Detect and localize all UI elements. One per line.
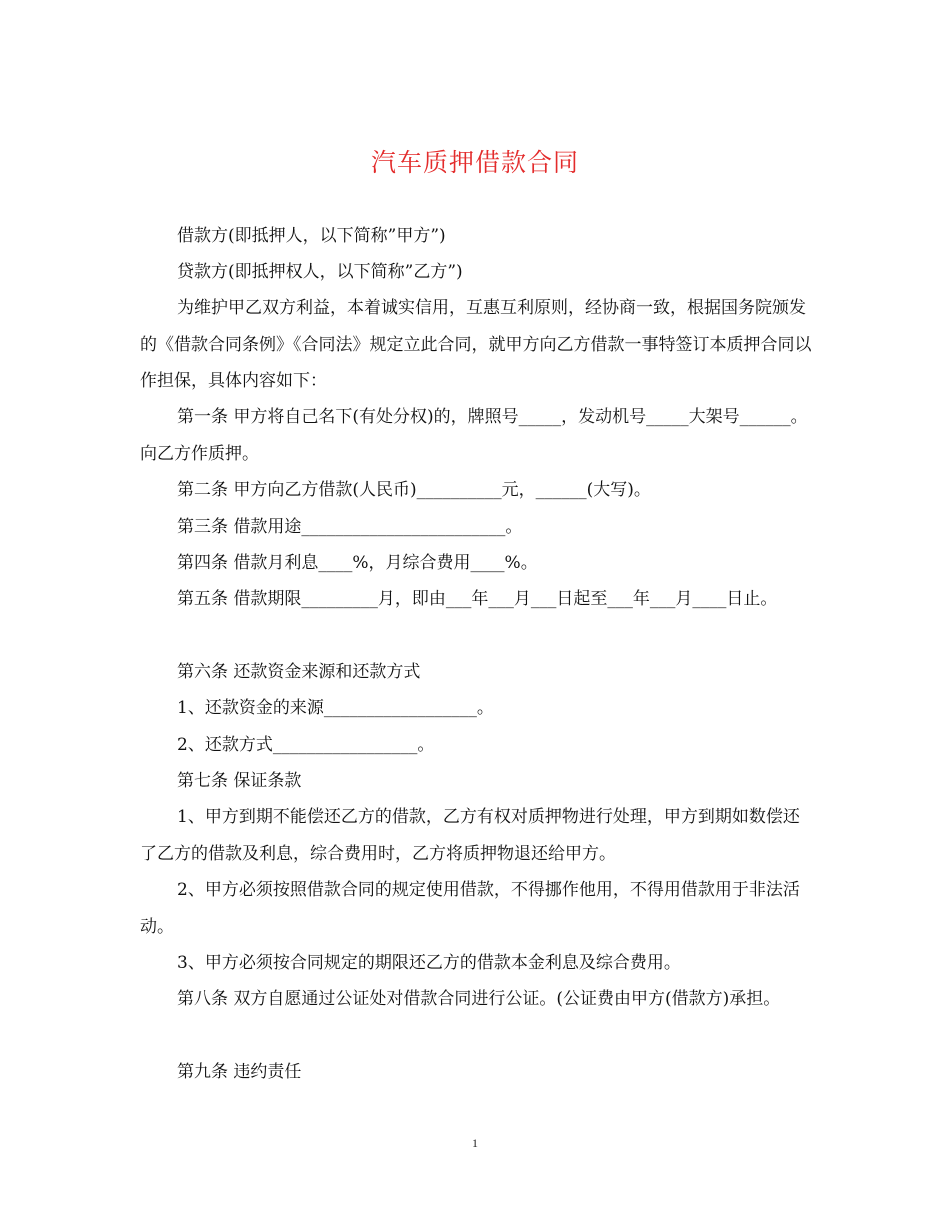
paragraph-article-7: 第七条 保证条款 — [177, 771, 302, 791]
paragraph-article-7-item-1: 1、甲方到期不能偿还乙方的借款，乙方有权对质押物进行处理，甲方到期如数偿还了乙方的借款及利息，综合费用时，乙方将质押物退还给甲方。 — [140, 807, 800, 864]
paragraph-preamble: 为维护甲乙双方利益，本着诚实信用，互惠互利原则，经协商一致，根据国务院颁发的《借款合同条例》《合同法》规定立此合同，就甲方向乙方借款一事特签订本质押合同以作担保，具体内容如下： — [140, 298, 812, 391]
page-number: 1 — [472, 1136, 478, 1150]
paragraph-article-7-item-3: 3、甲方必须按合同规定的期限还乙方的借款本金利息及综合费用。 — [177, 953, 681, 973]
paragraph-article-6: 第六条 还款资金来源和还款方式 — [177, 662, 421, 682]
paragraph-lender: 贷款方(即抵押权人，以下简称”乙方”) — [177, 262, 463, 282]
paragraph-article-6-item-1: 1、还款资金的来源__________________。 — [177, 698, 494, 718]
paragraph-article-6-item-2: 2、还款方式_________________。 — [177, 735, 435, 755]
paragraph-article-5: 第五条 借款期限_________月，即由___年___月___日起至___年___月____日止。 — [177, 589, 778, 609]
paragraph-article-3: 第三条 借款用途________________________。 — [177, 517, 523, 537]
paragraph-borrower: 借款方(即抵押人，以下简称”甲方”) — [177, 226, 446, 246]
paragraph-article-4: 第四条 借款月利息____%，月综合费用____%。 — [177, 553, 538, 573]
document-title: 汽车质押借款合同 — [370, 148, 579, 177]
paragraph-article-1: 第一条 甲方将自己名下(有处分权)的，牌照号_____，发动机号_____大架号______。向乙方作质押。 — [140, 407, 808, 464]
paragraph-article-8: 第八条 双方自愿通过公证处对借款合同进行公证。(公证费由甲方(借款方)承担。 — [177, 989, 781, 1009]
paragraph-article-7-item-2: 2、甲方必须按照借款合同的规定使用借款，不得挪作他用，不得用借款用于非法活动。 — [140, 880, 800, 937]
paragraph-article-2: 第二条 甲方向乙方借款(人民币)__________元，______(大写)。 — [177, 480, 651, 500]
paragraph-article-9: 第九条 违约责任 — [177, 1062, 302, 1082]
